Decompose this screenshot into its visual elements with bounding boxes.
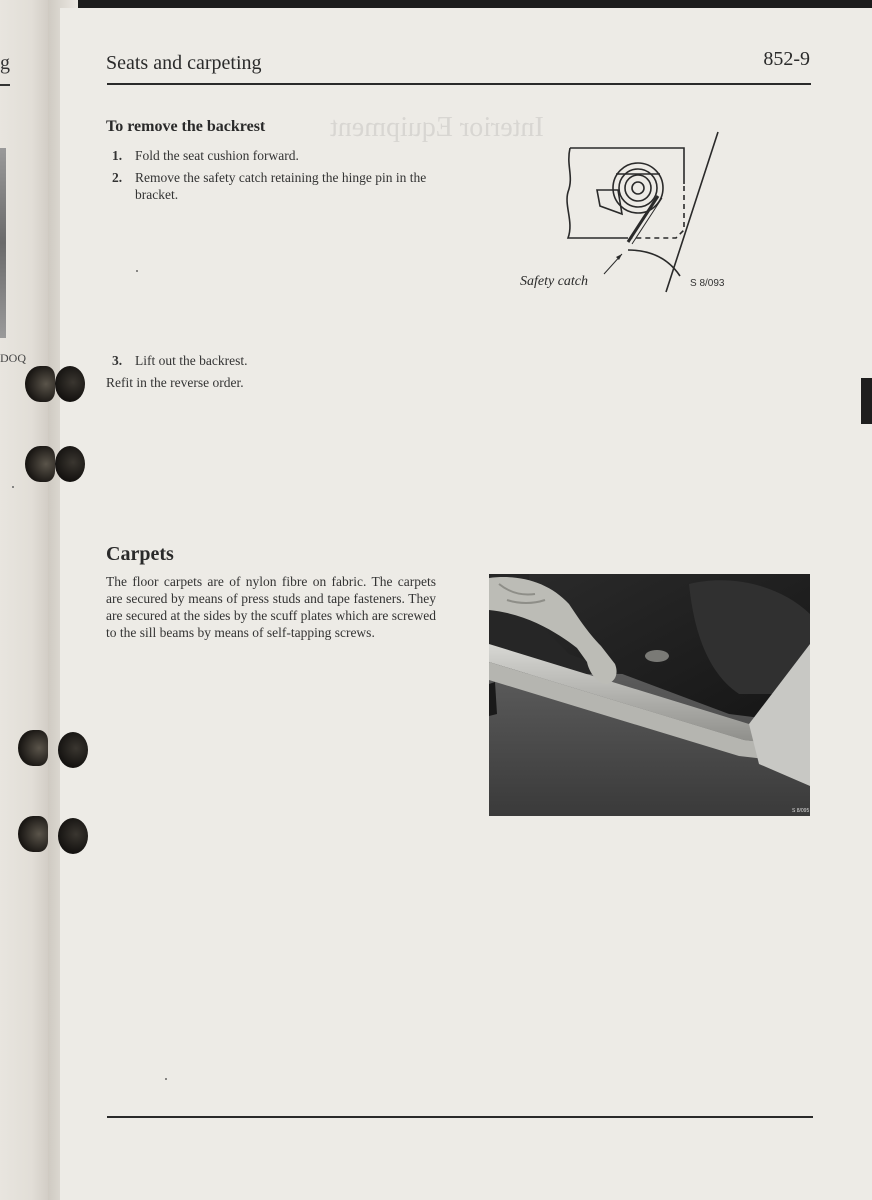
step-item <box>112 352 442 369</box>
photo-ref: S 8/095 <box>792 808 810 814</box>
previous-page-bar <box>0 148 6 338</box>
step-text: Lift out the backrest. <box>135 353 248 368</box>
previous-page-rule <box>0 84 10 86</box>
hinge-inner-ring <box>625 175 651 201</box>
punch-hole <box>58 818 88 854</box>
punch-hole <box>55 366 85 402</box>
diagram-label-safety-catch: Safety catch <box>520 274 589 289</box>
punch-hole <box>18 730 48 766</box>
step-number: 2. <box>112 170 123 185</box>
punch-hole <box>55 446 85 482</box>
scan-speck <box>136 270 138 272</box>
refit-note: Refit in the reverse order. <box>106 375 244 390</box>
page-number: 852-9 <box>763 48 810 70</box>
bleed-through-text: Interior Equipment <box>330 112 544 143</box>
punch-hole <box>18 816 48 852</box>
punch-hole <box>58 732 88 768</box>
diagram-ref: S 8/093 <box>690 278 725 289</box>
step-text: Fold the seat cushion forward. <box>135 148 299 163</box>
hinge-outer-ring <box>613 163 663 213</box>
step-item <box>112 169 442 202</box>
step-item <box>112 147 442 164</box>
photo-press-stud <box>645 650 669 662</box>
previous-page-letter: g <box>0 52 10 74</box>
section-heading-carpets: Carpets <box>106 543 174 565</box>
carpets-paragraph: The floor carpets are of nylon fibre on fabric. The carpets are secured by means of press studs and tape fasteners. They are secured at the sides by the scuff plates which are screwed to the sill beams by means of self-tapping screws. <box>106 574 436 640</box>
header-rule <box>107 83 811 85</box>
scuff-plate-photo <box>489 574 810 816</box>
safety-catch-pin <box>628 196 658 242</box>
footer-rule <box>107 1116 813 1118</box>
step-number: 1. <box>112 148 123 163</box>
page-header-title: Seats and carpeting <box>106 52 262 74</box>
scan-speck <box>12 486 14 488</box>
punch-hole <box>25 366 55 402</box>
scan-top-edge <box>0 0 872 8</box>
hinge-diagram <box>500 126 760 298</box>
step-text: Remove the safety catch retaining the hinge pin in the bracket. <box>135 170 427 202</box>
scan-speck <box>165 1078 167 1080</box>
punch-hole <box>25 446 55 482</box>
previous-page-edge <box>0 0 52 1200</box>
previous-page-text: DOQ <box>0 351 26 365</box>
section-heading-backrest: To remove the backrest <box>106 118 266 135</box>
thumb-index-tab <box>861 378 872 424</box>
hinge-pin <box>632 182 644 194</box>
step-number: 3. <box>112 353 123 368</box>
